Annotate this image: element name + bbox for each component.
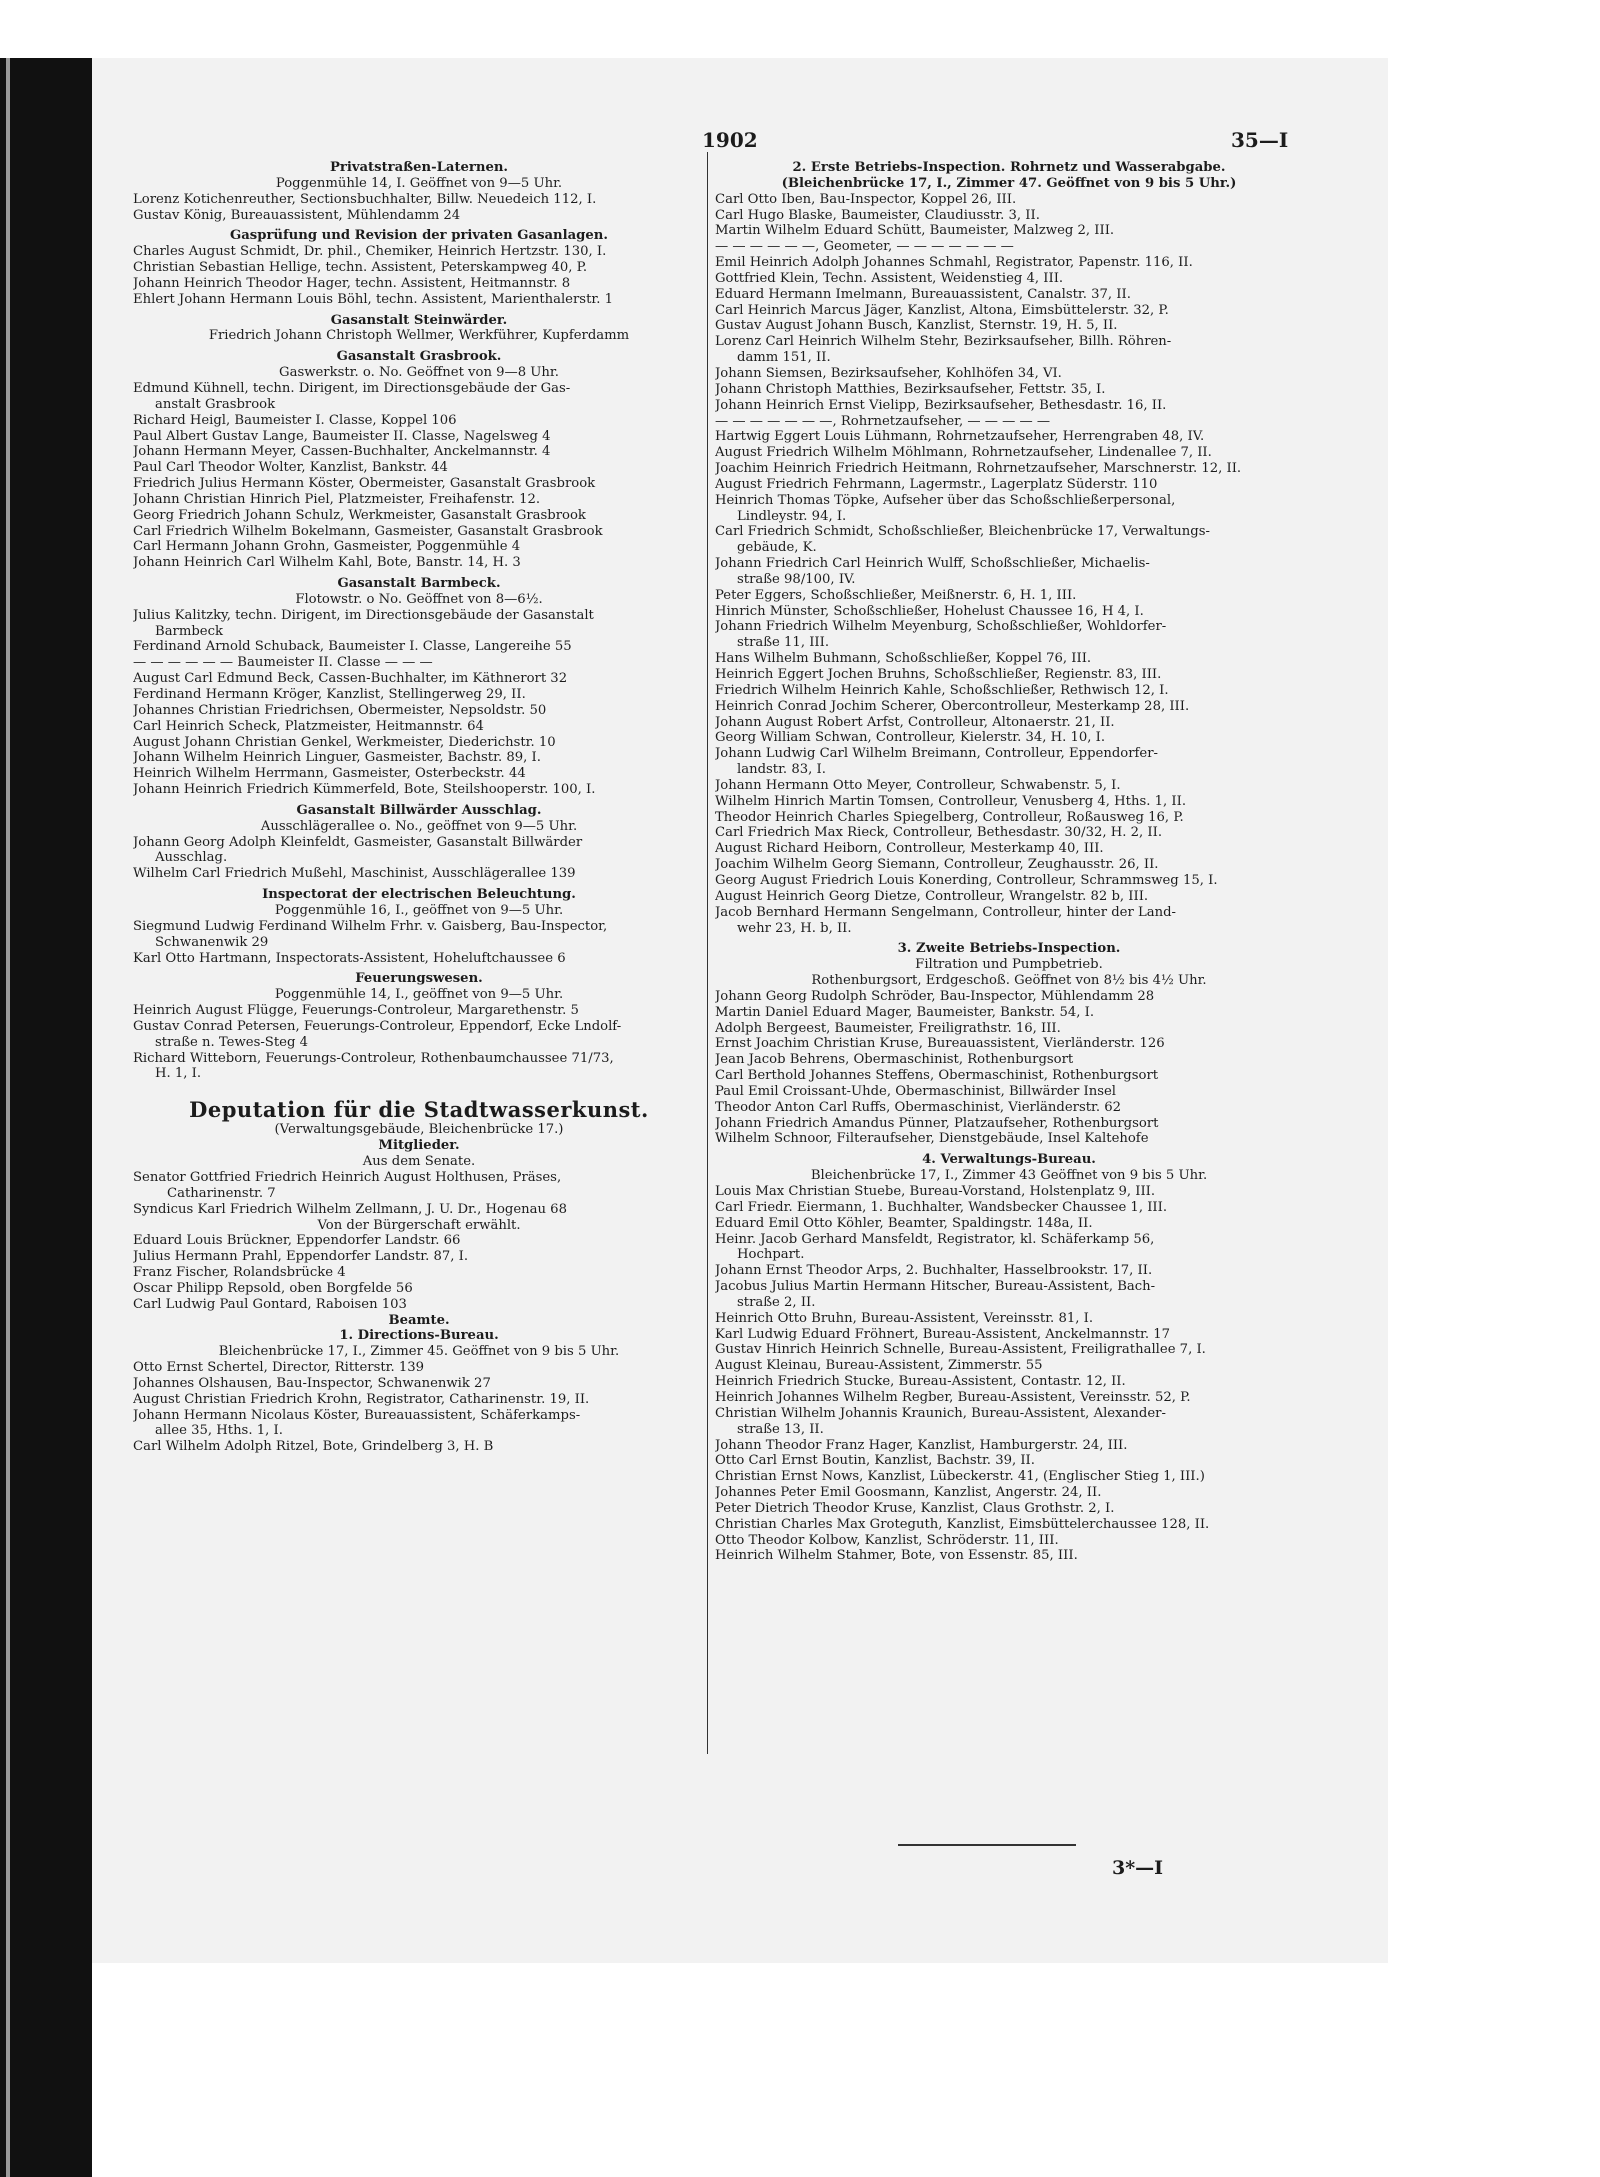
entry-line: Lorenz Kotichenreuther, Sectionsbuchhalter, Billw. Neuedeich 112, I. xyxy=(133,191,597,207)
entry-line: Ausschlag. xyxy=(155,850,228,866)
entry-line: Carl Heinrich Scheck, Platzmeister, Heitmannstr. 64 xyxy=(133,718,484,734)
entry-line: Paul Emil Croissant-Uhde, Obermaschinist, Billwärder Insel xyxy=(715,1083,1117,1099)
section-subheading: Von der Bürgerschaft erwählt. xyxy=(317,1217,521,1233)
entry-line: Christian Ernst Nows, Kanzlist, Lübeckerstr. 41, (Englischer Stieg 1, III.) xyxy=(715,1469,1205,1485)
entry-line: Christian Sebastian Hellige, techn. Assistent, Peterskampweg 40, P. xyxy=(133,260,588,276)
entry-line: Wilhelm Hinrich Martin Tomsen, Controlleur, Venusberg 4, Hths. 1, II. xyxy=(715,793,1187,809)
entry-line: Wilhelm Schnoor, Filteraufseher, Dienstgebäude, Insel Kaltehofe xyxy=(715,1131,1149,1147)
entry-line: Lindleystr. 94, I. xyxy=(737,508,847,524)
entry-line: Hinrich Münster, Schoßschließer, Hohelust Chaussee 16, H 4, I. xyxy=(715,603,1144,619)
left-column xyxy=(133,160,705,1455)
entry-line: straße n. Tewes-Steg 4 xyxy=(155,1034,308,1050)
section-subheading: Gaswerkstr. o. No. Geöffnet von 9—8 Uhr. xyxy=(279,365,559,381)
entry-line: Christian Charles Max Groteguth, Kanzlist, Eimsbüttelerchaussee 128, II. xyxy=(715,1516,1210,1532)
entry-line: Otto Ernst Schertel, Director, Ritterstr. 139 xyxy=(133,1360,425,1376)
entry-line: Carl Friedrich Schmidt, Schoßschließer, Bleichenbrücke 17, Verwaltungs- xyxy=(715,524,1210,540)
entry-line: Johann Hermann Otto Meyer, Controlleur, Schwabenstr. 5, I. xyxy=(715,777,1121,793)
entry-line: Johann August Robert Arfst, Controlleur, Altonaerstr. 21, II. xyxy=(715,714,1115,730)
entry-line: Gustav Conrad Petersen, Feuerungs-Controleur, Eppendorf, Ecke Lndolf- xyxy=(133,1018,622,1034)
entry-line: Paul Carl Theodor Wolter, Kanzlist, Bankstr. 44 xyxy=(133,460,448,476)
entry-line: Heinrich Johannes Wilhelm Regber, Bureau-Assistent, Vereinsstr. 52, P. xyxy=(715,1389,1191,1405)
section-subheading: Poggenmühle 14, I. Geöffnet von 9—5 Uhr. xyxy=(275,175,563,191)
entry-line: Hartwig Eggert Louis Lühmann, Rohrnetzaufseher, Herrengraben 48, IV. xyxy=(715,429,1205,445)
section-subheading: Bleichenbrücke 17, I., Zimmer 43 Geöffnet von 9 bis 5 Uhr. xyxy=(810,1168,1208,1184)
entry-line: Richard Heigl, Baumeister I. Classe, Koppel 106 xyxy=(133,412,457,428)
entry-line: wehr 23, H. b, II. xyxy=(737,920,852,936)
entry-line: Charles August Schmidt, Dr. phil., Chemiker, Heinrich Hertzstr. 130, I. xyxy=(133,244,607,260)
entry-line: Emil Heinrich Adolph Johannes Schmahl, Registrator, Papenstr. 116, II. xyxy=(715,255,1193,271)
section-heading: Gasanstalt Steinwärder. xyxy=(330,312,508,328)
entry-line: Wilhelm Carl Friedrich Mußehl, Maschinist, Ausschlägerallee 139 xyxy=(133,866,576,882)
entry-line: Gustav König, Bureauassistent, Mühlendamm 24 xyxy=(133,207,461,223)
entry-line: Johann Siemsen, Bezirksaufseher, Kohlhöfen 34, VI. xyxy=(715,365,1062,381)
section-subheading: Aus dem Senate. xyxy=(362,1154,476,1170)
entry-line: Friedrich Wilhelm Heinrich Kahle, Schoßschließer, Rethwisch 12, I. xyxy=(715,682,1169,698)
section-subheading: (Verwaltungsgebäude, Bleichenbrücke 17.) xyxy=(274,1122,564,1138)
entry-line: Johann Friedrich Carl Heinrich Wulff, Schoßschließer, Michaelis- xyxy=(715,556,1150,572)
entry-line: August Christian Friedrich Krohn, Registrator, Catharinenstr. 19, II. xyxy=(133,1391,590,1407)
entry-line: Siegmund Ludwig Ferdinand Wilhelm Frhr. v. Gaisberg, Bau-Inspector, xyxy=(133,918,608,934)
entry-line: Gottfried Klein, Techn. Assistent, Weidenstieg 4, III. xyxy=(715,270,1064,286)
entry-line: Johann Heinrich Friedrich Kümmerfeld, Bote, Steilshooperstr. 100, I. xyxy=(133,782,596,798)
entry-line: Martin Wilhelm Eduard Schütt, Baumeister, Malzweg 2, III. xyxy=(715,223,1115,239)
entry-line: August Kleinau, Bureau-Assistent, Zimmerstr. 55 xyxy=(715,1358,1043,1374)
section-heading: Inspectorat der electrischen Beleuchtung. xyxy=(262,887,576,903)
entry-line: Heinrich Conrad Jochim Scherer, Obercontrolleur, Mesterkamp 28, III. xyxy=(715,698,1190,714)
entry-line: Johann Heinrich Carl Wilhelm Kahl, Bote, Banstr. 14, H. 3 xyxy=(133,555,521,571)
entry-line: Heinrich August Flügge, Feuerungs-Controleur, Margarethenstr. 5 xyxy=(133,1003,579,1019)
entry-line: Eduard Emil Otto Köhler, Beamter, Spaldingstr. 148a, II. xyxy=(715,1215,1093,1231)
entry-line: Catharinenstr. 7 xyxy=(167,1185,276,1201)
entry-line: allee 35, Hths. 1, I. xyxy=(155,1423,283,1439)
entry-line: Carl Heinrich Marcus Jäger, Kanzlist, Altona, Eimsbüttelerstr. 32, P. xyxy=(715,302,1169,318)
section-heading: (Bleichenbrücke 17, I., Zimmer 47. Geöffnet von 9 bis 5 Uhr.) xyxy=(781,175,1237,191)
entry-line: — — — — — — Baumeister II. Classe — — — xyxy=(133,655,433,671)
entry-line: Johann Hermann Meyer, Cassen-Buchhalter, Anckelmannstr. 4 xyxy=(133,444,551,460)
section-heading: 3. Zweite Betriebs-Inspection. xyxy=(897,941,1121,957)
entry-line: gebäude, K. xyxy=(737,540,817,556)
entry-line: Carl Otto Iben, Bau-Inspector, Koppel 26, III. xyxy=(715,191,1017,207)
entry-line: Heinrich Wilhelm Stahmer, Bote, von Essenstr. 85, III. xyxy=(715,1548,1078,1564)
entry-line: Edmund Kühnell, techn. Dirigent, im Directionsgebäude der Gas- xyxy=(133,380,571,396)
entry-line: Johann Christian Hinrich Piel, Platzmeister, Freihafenstr. 12. xyxy=(133,491,541,507)
entry-line: Julius Kalitzky, techn. Dirigent, im Directionsgebäude der Gasanstalt xyxy=(133,607,594,623)
section-heading: 2. Erste Betriebs-Inspection. Rohrnetz und Wasserabgabe. xyxy=(792,160,1226,175)
section-subheading: Bleichenbrücke 17, I., Zimmer 45. Geöffnet von 9 bis 5 Uhr. xyxy=(218,1344,620,1360)
entry-line: Hochpart. xyxy=(737,1247,805,1263)
entry-line: Jacob Bernhard Hermann Sengelmann, Controlleur, hinter der Land- xyxy=(715,904,1176,920)
entry-line: H. 1, I. xyxy=(155,1066,202,1082)
entry-line: Georg William Schwan, Controlleur, Kielerstr. 34, H. 10, I. xyxy=(715,730,1106,746)
entry-line: August Friedrich Fehrmann, Lagermstr., Lagerplatz Süderstr. 110 xyxy=(715,476,1158,492)
entry-line: Heinrich Thomas Töpke, Aufseher über das Schoßschließerpersonal, xyxy=(715,492,1176,508)
entry-line: Carl Friedr. Eiermann, 1. Buchhalter, Wandsbecker Chaussee 1, III. xyxy=(715,1199,1168,1215)
entry-line: Johannes Olshausen, Bau-Inspector, Schwanenwik 27 xyxy=(133,1375,491,1391)
entry-line: Gustav August Johann Busch, Kanzlist, Sternstr. 19, H. 5, II. xyxy=(715,318,1118,334)
entry-line: Johann Friedrich Wilhelm Meyenburg, Schoßschließer, Wohldorfer- xyxy=(715,619,1167,635)
entry-line: Johann Ludwig Carl Wilhelm Breimann, Controlleur, Eppendorfer- xyxy=(715,746,1158,762)
section-heading: Gasprüfung und Revision der privaten Gasanlagen. xyxy=(230,228,608,244)
entry-line: Oscar Philipp Repsold, oben Borgfelde 56 xyxy=(133,1280,413,1296)
page-footer: 3*—I xyxy=(1112,1857,1164,1879)
entry-line: Heinrich Wilhelm Herrmann, Gasmeister, Osterbeckstr. 44 xyxy=(133,766,526,782)
entry-line: straße 98/100, IV. xyxy=(737,571,856,587)
entry-line: Karl Ludwig Eduard Fröhnert, Bureau-Assistent, Anckelmannstr. 17 xyxy=(715,1326,1171,1342)
section-heading: Gasanstalt Billwärder Ausschlag. xyxy=(296,802,542,818)
entry-line: Martin Daniel Eduard Mager, Baumeister, Bankstr. 54, I. xyxy=(715,1004,1095,1020)
entry-line: Johann Ernst Theodor Arps, 2. Buchhalter, Hasselbrookstr. 17, II. xyxy=(715,1263,1153,1279)
entry-line: straße 13, II. xyxy=(737,1421,824,1437)
entry-line: Otto Carl Ernst Boutin, Kanzlist, Bachstr. 39, II. xyxy=(715,1453,1035,1469)
entry-line: Julius Hermann Prahl, Eppendorfer Landstr. 87, I. xyxy=(133,1249,469,1265)
entry-line: anstalt Grasbrook xyxy=(155,396,276,412)
entry-line: Peter Dietrich Theodor Kruse, Kanzlist, Claus Grothstr. 2, I. xyxy=(715,1500,1115,1516)
entry-line: Johann Wilhelm Heinrich Linguer, Gasmeister, Bachstr. 89, I. xyxy=(133,750,541,766)
entry-line: Jean Jacob Behrens, Obermaschinist, Rothenburgsort xyxy=(715,1052,1074,1068)
entry-line: Paul Albert Gustav Lange, Baumeister II. Classe, Nagelsweg 4 xyxy=(133,428,551,444)
section-heading: Privatstraßen-Laternen. xyxy=(329,160,509,175)
entry-line: Schwanenwik 29 xyxy=(155,934,269,950)
entry-line: Ferdinand Hermann Kröger, Kanzlist, Stellingerweg 29, II. xyxy=(133,687,526,702)
entry-line: — — — — — — —, Rohrnetzaufseher, — — — — — xyxy=(715,413,1051,429)
entry-line: Jacobus Julius Martin Hermann Hitscher, Bureau-Assistent, Bach- xyxy=(715,1279,1156,1295)
section-subheading: Poggenmühle 14, I., geöffnet von 9—5 Uhr. xyxy=(274,987,564,1003)
end-rule xyxy=(898,1844,1076,1846)
page-number: 35—I xyxy=(1231,128,1289,152)
scan-left-edge xyxy=(0,58,92,2177)
section-subheading: Rothenburgsort, Erdgeschoß. Geöffnet von 8½ bis 4½ Uhr. xyxy=(811,973,1207,989)
entry-line: Carl Hermann Johann Grohn, Gasmeister, Poggenmühle 4 xyxy=(133,539,521,555)
entry-line: Lorenz Carl Heinrich Wilhelm Stehr, Bezirksaufseher, Billh. Röhren- xyxy=(715,334,1172,350)
entry-line: Carl Friedrich Wilhelm Bokelmann, Gasmeister, Gasanstalt Grasbrook xyxy=(133,523,603,539)
entry-line: Theodor Anton Carl Ruffs, Obermaschinist, Vierländerstr. 62 xyxy=(715,1099,1122,1115)
section-heading: Gasanstalt Grasbrook. xyxy=(336,349,502,365)
entry-line: Georg Friedrich Johann Schulz, Werkmeister, Gasanstalt Grasbrook xyxy=(133,507,586,523)
entry-line: Otto Theodor Kolbow, Kanzlist, Schröderstr. 11, III. xyxy=(715,1532,1059,1548)
entry-line: Ehlert Johann Hermann Louis Böhl, techn. Assistent, Marienthalerstr. 1 xyxy=(133,291,613,307)
entry-line: Johann Christoph Matthies, Bezirksaufseher, Fettstr. 35, I. xyxy=(715,381,1106,397)
entry-line: August Heinrich Georg Dietze, Controlleur, Wrangelstr. 82 b, III. xyxy=(715,888,1149,904)
section-heading: 1. Directions-Bureau. xyxy=(339,1328,499,1344)
scan-edge-strip xyxy=(6,58,10,2177)
entry-line: Carl Friedrich Max Rieck, Controlleur, Bethesdastr. 30/32, H. 2, II. xyxy=(715,825,1163,841)
entry-line: Ferdinand Arnold Schuback, Baumeister I. Classe, Langereihe 55 xyxy=(133,639,572,655)
entry-line: August Johann Christian Genkel, Werkmeister, Diederichstr. 10 xyxy=(133,734,556,750)
section-heading: Beamte. xyxy=(388,1312,450,1328)
entry-line: Heinrich Eggert Jochen Bruhns, Schoßschließer, Regienstr. 83, III. xyxy=(715,667,1162,682)
entry-line: Johann Friedrich Amandus Pünner, Platzaufseher, Rothenburgsort xyxy=(715,1115,1159,1131)
entry-line: Johannes Peter Emil Goosmann, Kanzlist, Angerstr. 24, II. xyxy=(715,1485,1102,1501)
entry-line: August Carl Edmund Beck, Cassen-Buchhalter, im Käthnerort 32 xyxy=(133,671,568,687)
entry-line: damm 151, II. xyxy=(737,350,831,366)
right-column xyxy=(715,160,1303,1564)
entry-line: — — — — — —, Geometer, — — — — — — — xyxy=(715,239,1014,255)
section-heading: Feuerungswesen. xyxy=(355,971,483,987)
entry-line: Johannes Christian Friedrichsen, Obermeister, Nepsoldstr. 50 xyxy=(133,702,547,718)
section-heading: 4. Verwaltungs-Bureau. xyxy=(922,1152,1096,1168)
section-subheading: Flotowstr. o No. Geöffnet von 8—6½. xyxy=(295,591,543,607)
section-subheading: Filtration und Pumpbetrieb. xyxy=(915,957,1103,973)
entry-line: straße 2, II. xyxy=(737,1294,816,1310)
spacer xyxy=(133,1082,705,1087)
entry-line: Franz Fischer, Rolandsbrücke 4 xyxy=(133,1265,346,1281)
entry-line: Ernst Joachim Christian Kruse, Bureauassistent, Vierländerstr. 126 xyxy=(715,1036,1165,1052)
entry-line: Johann Georg Rudolph Schröder, Bau-Inspector, Mühlendamm 28 xyxy=(715,988,1155,1004)
entry-line: Christian Wilhelm Johannis Kraunich, Bureau-Assistent, Alexander- xyxy=(715,1405,1166,1421)
entry-line: Johann Theodor Franz Hager, Kanzlist, Hamburgerstr. 24, III. xyxy=(715,1437,1128,1453)
entry-line: Barmbeck xyxy=(155,623,223,639)
entry-line: Heinr. Jacob Gerhard Mansfeldt, Registrator, kl. Schäferkamp 56, xyxy=(715,1231,1155,1247)
entry-line: August Friedrich Wilhelm Möhlmann, Rohrnetzaufseher, Lindenallee 7, II. xyxy=(715,445,1212,461)
entry-line: Richard Witteborn, Feuerungs-Controleur, Rothenbaumchaussee 71/73, xyxy=(133,1050,614,1066)
section-heading: Mitglieder. xyxy=(378,1138,460,1154)
entry-line: Johann Heinrich Theodor Hager, techn. Assistent, Heitmannstr. 8 xyxy=(133,275,571,291)
entry-line: Joachim Heinrich Friedrich Heitmann, Rohrnetzaufseher, Marschnerstr. 12, II. xyxy=(715,461,1242,477)
entry-line: Hans Wilhelm Buhmann, Schoßschließer, Koppel 76, III. xyxy=(715,651,1092,667)
entry-line: Carl Berthold Johannes Steffens, Obermaschinist, Rothenburgsort xyxy=(715,1068,1159,1084)
deputation-title: Deputation für die Stadtwasserkunst. xyxy=(189,1097,649,1123)
entry-line: Johann Heinrich Ernst Vielipp, Bezirksaufseher, Bethesdastr. 16, II. xyxy=(715,397,1167,413)
section-subheading: Poggenmühle 16, I., geöffnet von 9—5 Uhr. xyxy=(274,902,564,918)
entry-line: Heinrich Otto Bruhn, Bureau-Assistent, Vereinsstr. 81, I. xyxy=(715,1310,1094,1326)
entry-line: Gustav Hinrich Heinrich Schnelle, Bureau-Assistent, Freiligrathallee 7, I. xyxy=(715,1342,1206,1358)
entry-line: Joachim Wilhelm Georg Siemann, Controlleur, Zeughausstr. 26, II. xyxy=(715,857,1159,873)
entry-line: Friedrich Julius Hermann Köster, Obermeister, Gasanstalt Grasbrook xyxy=(133,476,596,492)
entry-line: landstr. 83, I. xyxy=(737,762,826,778)
entry-line: Karl Otto Hartmann, Inspectorats-Assistent, Hoheluftchaussee 6 xyxy=(133,950,566,966)
entry-line: Heinrich Friedrich Stucke, Bureau-Assistent, Contastr. 12, II. xyxy=(715,1374,1126,1390)
entry-line: August Richard Heiborn, Controlleur, Mesterkamp 40, III. xyxy=(715,841,1104,857)
entry-line: Johann Georg Adolph Kleinfeldt, Gasmeister, Gasanstalt Billwärder xyxy=(133,834,583,850)
entry-line: Syndicus Karl Friedrich Wilhelm Zellmann, J. U. Dr., Hogenau 68 xyxy=(133,1201,567,1217)
entry-line: Adolph Bergeest, Baumeister, Freiligrathstr. 16, III. xyxy=(715,1020,1061,1036)
entry-line: Carl Ludwig Paul Gontard, Raboisen 103 xyxy=(133,1296,407,1312)
column-divider xyxy=(707,152,708,1754)
section-subheading: Friedrich Johann Christoph Wellmer, Werkführer, Kupferdamm xyxy=(208,328,630,344)
entry-line: Peter Eggers, Schoßschließer, Meißnerstr. 6, H. 1, III. xyxy=(715,587,1077,603)
entry-line: Theodor Heinrich Charles Spiegelberg, Controlleur, Roßausweg 16, P. xyxy=(715,809,1184,825)
section-subheading: Ausschlägerallee o. No., geöffnet von 9—5 Uhr. xyxy=(260,818,578,834)
entry-line: Carl Hugo Blaske, Baumeister, Claudiusstr. 3, II. xyxy=(715,207,1040,223)
entry-line: Louis Max Christian Stuebe, Bureau-Vorstand, Holstenplatz 9, III. xyxy=(715,1184,1156,1199)
entry-line: Carl Wilhelm Adolph Ritzel, Bote, Grindelberg 3, H. B xyxy=(133,1439,494,1455)
entry-line: Georg August Friedrich Louis Konerding, Controlleur, Schrammsweg 15, I. xyxy=(715,872,1218,888)
entry-line: Senator Gottfried Friedrich Heinrich August Holthusen, Präses, xyxy=(133,1169,562,1185)
entry-line: Johann Hermann Nicolaus Köster, Bureauassistent, Schäferkamps- xyxy=(133,1407,581,1423)
entry-line: straße 11, III. xyxy=(737,635,830,651)
entry-line: Eduard Louis Brückner, Eppendorfer Landstr. 66 xyxy=(133,1233,461,1249)
page-year: 1902 xyxy=(702,128,758,152)
entry-line: Eduard Hermann Imelmann, Bureauassistent, Canalstr. 37, II. xyxy=(715,286,1131,302)
section-heading: Gasanstalt Barmbeck. xyxy=(337,576,501,592)
